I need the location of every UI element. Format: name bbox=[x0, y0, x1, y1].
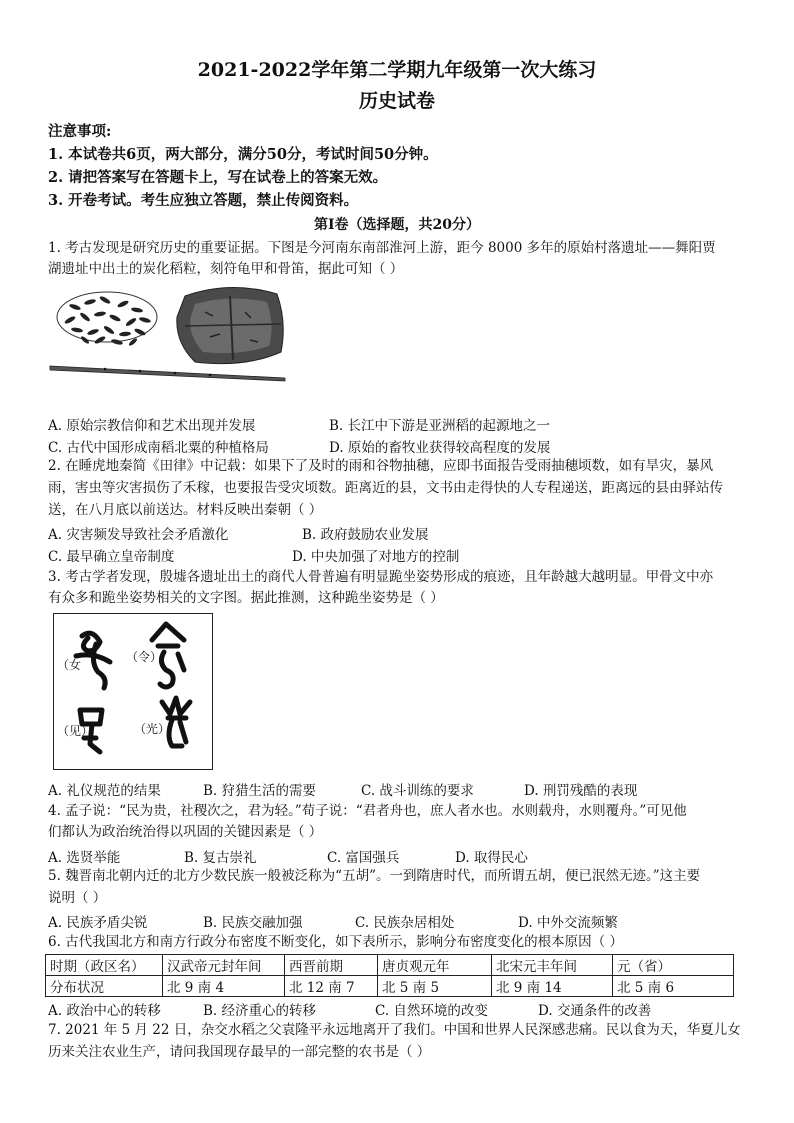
oracle-char-ling bbox=[152, 624, 184, 687]
notice-item-1: 1. 本试卷共6页，两大部分，满分50分，考试时间50分钟。 bbox=[48, 146, 438, 163]
q6-option-c: C. 自然环境的改变 bbox=[375, 1003, 488, 1019]
inscribed-tortoise-shell-image bbox=[177, 287, 283, 363]
q5-option-b: B. 民族交融加强 bbox=[203, 915, 303, 931]
q5-stem-line-2: 说明（ ） bbox=[48, 890, 107, 906]
q1-option-a: A. 原始宗教信仰和艺术出现并发展 bbox=[48, 418, 256, 434]
table-header-cell: 时期（政区名） bbox=[46, 955, 163, 976]
q4-option-b: B. 复古崇礼 bbox=[184, 850, 257, 866]
q6-option-b: B. 经济重心的转移 bbox=[203, 1003, 317, 1019]
q1-stem-line-1: 1. 考古发现是研究历史的重要证据。下图是今河南东南部淮河上游，距今 8000 多年的原始村落遗址——舞阳贾 bbox=[48, 240, 716, 256]
oracle-char-jian bbox=[80, 710, 102, 752]
table-header-cell: 元（省） bbox=[613, 955, 734, 976]
notice-item-2: 2. 请把答案写在答题卡上，写在试卷上的答案无效。 bbox=[48, 169, 388, 186]
oracle-bone-characters-figure bbox=[53, 613, 213, 770]
q4-option-d: D. 取得民心 bbox=[455, 850, 528, 866]
q3-stem-line-2: 有众多和跪坐姿势相关的文字图。据此推测，这种跪坐姿势是（ ） bbox=[48, 590, 444, 606]
q6-option-d: D. 交通条件的改善 bbox=[538, 1003, 652, 1019]
q3-option-a: A. 礼仪规范的结果 bbox=[48, 783, 161, 799]
exam-title: 2021-2022学年第二学期九年级第一次大练习 bbox=[197, 59, 597, 81]
q5-stem-line-1: 5. 魏晋南北朝内迁的北方少数民族一般被泛称为“五胡”。一到隋唐时代，而所谓五胡，便已泯然无迹。”这主要 bbox=[48, 868, 701, 884]
q5-option-c: C. 民族杂居相处 bbox=[355, 915, 455, 931]
notice-heading: 注意事项: bbox=[48, 123, 112, 140]
q2-stem-line-1: 2. 在睡虎地秦简《田律》中记载：如果下了及时的雨和谷物抽穗，应即书面报告受雨抽穗顷数，如有旱灾，暴风 bbox=[48, 458, 714, 474]
q3-option-c: C. 战斗训练的要求 bbox=[361, 783, 474, 799]
table-header-row bbox=[46, 955, 734, 976]
q1-option-d: D. 原始的畜牧业获得较高程度的发展 bbox=[329, 440, 551, 456]
table-cell: 北 5 南 5 bbox=[378, 976, 492, 997]
oracle-char-nv bbox=[76, 633, 110, 688]
label-jian: （见） bbox=[57, 724, 94, 738]
q4-stem-line-1: 4. 孟子说：“民为贵，社稷次之，君为轻。”荀子说：“君者舟也，庶人者水也。水则载舟，水则覆舟。”可见他 bbox=[48, 803, 687, 819]
exam-subtitle: 历史试卷 bbox=[358, 90, 435, 112]
q1-artifact-photos bbox=[45, 282, 305, 382]
label-ling: （令） bbox=[126, 650, 163, 664]
q2-stem-line-2: 雨，害虫等灾害损伤了禾稼，也要报告受灾顷数。距离近的县，文书由走得快的人专程递送，距离远的县由驿站传 bbox=[48, 480, 723, 496]
carbonized-rice-grains-image bbox=[57, 292, 157, 347]
table-header-cell: 唐贞观元年 bbox=[378, 955, 492, 976]
table-cell: 北 9 南 14 bbox=[492, 976, 613, 997]
q2-option-c: C. 最早确立皇帝制度 bbox=[48, 549, 175, 565]
label-guang: （光） bbox=[134, 722, 171, 736]
q6-option-a: A. 政治中心的转移 bbox=[48, 1003, 161, 1019]
q5-option-d: D. 中外交流频繁 bbox=[518, 915, 618, 931]
table-header-cell: 汉武帝元封年间 bbox=[163, 955, 285, 976]
section-heading: 第Ⅰ卷（选择题，共20分） bbox=[313, 217, 481, 233]
q2-stem-line-3: 送，在八月底以前送达。材料反映出秦朝（ ） bbox=[48, 502, 323, 518]
q1-option-b: B. 长江中下游是亚洲稻的起源地之一 bbox=[329, 418, 551, 434]
q7-stem-line-2: 历来关注农业生产，请问我国现存最早的一部完整的农书是（ ） bbox=[48, 1044, 431, 1060]
table-cell: 分布状况 bbox=[46, 976, 163, 997]
q6-distribution-table bbox=[45, 954, 734, 997]
q7-stem-line-1: 7. 2021 年 5 月 22 日，杂交水稻之父袁隆平永远地离开了我们。中国和世界人民深感悲痛。民以食为天，华夏儿女 bbox=[48, 1022, 741, 1038]
q3-option-d: D. 刑罚残酷的表现 bbox=[524, 783, 638, 799]
label-nv: （女 bbox=[57, 658, 82, 672]
q2-option-b: B. 政府鼓励农业发展 bbox=[302, 527, 429, 543]
table-header-cell: 北宋元丰年间 bbox=[492, 955, 613, 976]
q4-option-a: A. 选贤举能 bbox=[48, 850, 121, 866]
q3-option-b: B. 狩猎生活的需要 bbox=[203, 783, 317, 799]
table-cell: 北 5 南 6 bbox=[613, 976, 734, 997]
table-cell: 北 12 南 7 bbox=[285, 976, 378, 997]
q2-option-d: D. 中央加强了对地方的控制 bbox=[292, 549, 460, 565]
q3-stem-line-1: 3. 考古学者发现，殷墟各遗址出土的商代人骨普遍有明显跪坐姿势形成的痕迹，且年龄越大越明显。甲骨文中亦 bbox=[48, 569, 714, 585]
q1-option-c: C. 古代中国形成南稻北粟的种植格局 bbox=[48, 440, 269, 456]
q6-stem-line-1: 6. 古代我国北方和南方行政分布密度不断变化，如下表所示，影响分布密度变化的根本原因（ ） bbox=[48, 934, 623, 950]
table-row bbox=[46, 976, 734, 997]
table-cell: 北 9 南 4 bbox=[163, 976, 285, 997]
bone-flute-image bbox=[50, 366, 285, 381]
q2-option-a: A. 灾害频发导致社会矛盾激化 bbox=[48, 527, 229, 543]
table-header-cell: 西晋前期 bbox=[285, 955, 378, 976]
q1-stem-line-2: 湖遗址中出土的炭化稻粒，刻符龟甲和骨笛，据此可知（ ） bbox=[48, 261, 404, 277]
notice-item-3: 3. 开卷考试。考生应独立答题，禁止传阅资料。 bbox=[48, 192, 359, 209]
q4-stem-line-2: 们都认为政治统治得以巩固的关键因素是（ ） bbox=[48, 824, 323, 840]
q5-option-a: A. 民族矛盾尖锐 bbox=[48, 915, 148, 931]
oracle-char-guang bbox=[162, 698, 190, 746]
q4-option-c: C. 富国强兵 bbox=[327, 850, 400, 866]
